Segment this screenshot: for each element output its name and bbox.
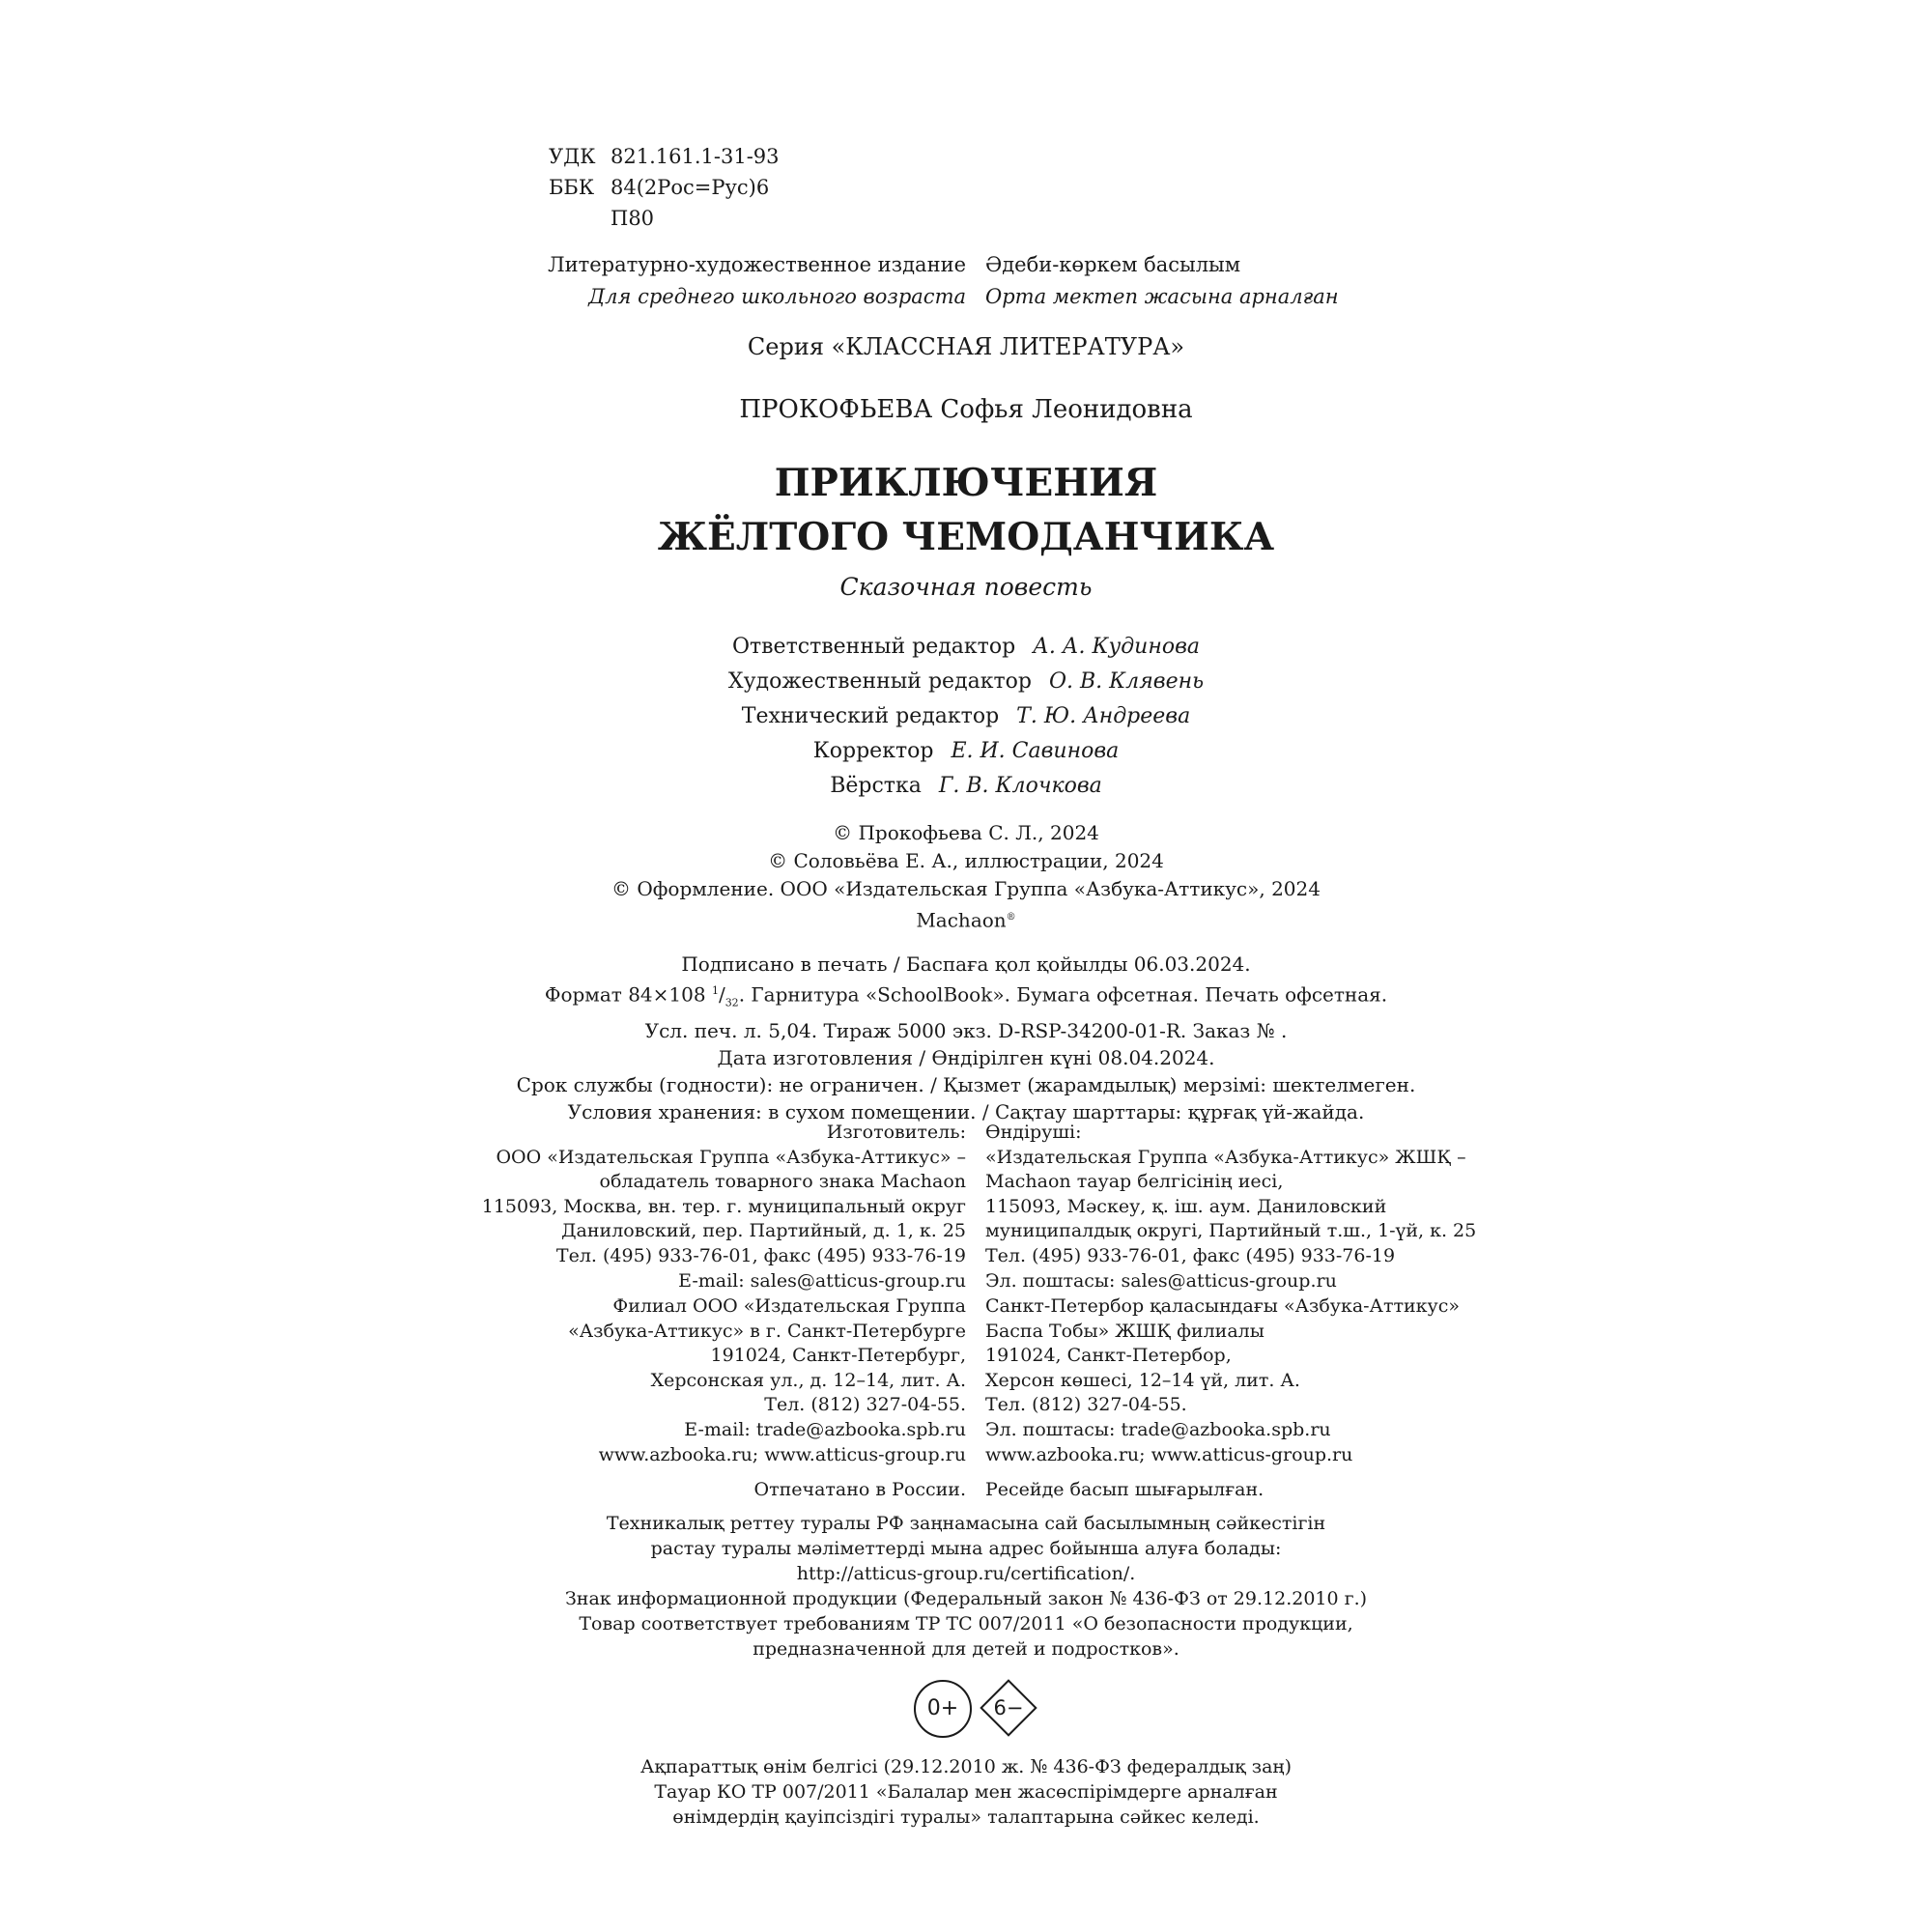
staff-role: Технический редактор [741,704,1000,728]
udk-label: УДК [549,145,596,168]
staff-role: Художественный редактор [727,669,1032,694]
staff-name: Е. И. Савинова [951,739,1120,763]
edition-ru [548,249,966,313]
info-sign-block [0,1586,1932,1662]
branch-kz-line: Баспа Тобы» ЖШҚ филиалы [985,1320,1264,1342]
branch-kz-email: Эл. поштасы: trade@azbooka.spb.ru [985,1418,1331,1440]
classification-block [549,141,780,234]
websites-ru: www.azbooka.ru; www.atticus-group.ru [598,1444,966,1465]
certification-url: http://atticus-group.ru/certification/. [796,1563,1136,1584]
printed-kz: Ресейде басып шығарылған. [985,1479,1264,1500]
branch-ru-line: Филиал ООО «Издательская Группа [612,1295,966,1317]
title-line-1: ПРИКЛЮЧЕНИЯ [774,461,1158,505]
info-sign-kz-line: өнімдердің қауіпсіздігі туралы» талаптарына сәйкес келеді. [672,1806,1260,1828]
info-sign-line: Знак информационной продукции (Федеральный закон № 436-ФЗ от 29.12.2010 г.) [564,1588,1368,1609]
branch-ru-line: Херсонская ул., д. 12–14, лит. А. [650,1369,966,1391]
staff-role: Ответственный редактор [731,635,1016,659]
bbk-label: ББК [549,176,595,199]
manufacturer-ru-line: Изготовитель: [826,1122,966,1143]
format-sub: 32 [724,996,739,1009]
author-mark: П80 [611,207,655,230]
certification-line: растау туралы мәліметтерді мына адрес бойынша алуға болады: [650,1538,1282,1559]
age-rating-badges [914,1677,1068,1739]
edition-type-ru: Литературно-художественное издание [548,253,966,276]
imprint-brand [0,903,1932,935]
registered-mark: ® [1006,912,1016,923]
branch-kz-line: Херсон көшесі, 12–14 үй, лит. А. [985,1369,1300,1391]
imprint-brand-name: Machaon [916,908,1007,932]
author-line: ПРОКОФЬЕВА Софья Леонидовна [739,395,1193,424]
copyright-line: © Соловьёва Е. А., иллюстрации, 2024 [768,849,1164,872]
certification-block [0,1511,1932,1586]
staff-role: Корректор [812,739,934,763]
publication-block [0,951,1932,1125]
info-sign-line: Товар соответствует требованиям ТР ТС 007/2011 «О безопасности продукции, [579,1613,1353,1634]
format-details: . Гарнитура «SchoolBook». Бумага офсетная. Печать офсетная. [738,982,1388,1007]
manufacturer-ru-line: 115093, Москва, вн. тер. г. муниципальный округ [481,1195,966,1217]
info-sign-kz-line: Ақпараттық өнім белгісі (29.12.2010 ж. № 436-ФЗ федералдық заң) [639,1756,1293,1777]
staff-list [0,630,1932,804]
staff-row [0,769,1932,804]
title-line-2: ЖЁЛТОГО ЧЕМОДАНЧИКА [657,515,1275,559]
staff-row [0,630,1932,665]
staff-role: Вёрстка [830,774,922,798]
branch-kz-line: Тел. (812) 327-04-55. [985,1394,1187,1416]
info-sign-kz-block [0,1754,1932,1830]
signed-line: Подписано в печать / Баспаға қол қойылды 06.03.2024. [681,952,1251,976]
branch-ru-line: 191024, Санкт-Петербург, [710,1345,966,1367]
branch-kz-line: 191024, Санкт-Петербор, [985,1345,1232,1367]
manufacturer-kz-line: 115093, Мәскеу, қ. іш. аум. Даниловский [985,1195,1387,1217]
manufacturer-ru-email: E-mail: sales@atticus-group.ru [678,1269,966,1292]
branch-ru-line: Тел. (812) 327-04-55. [764,1394,966,1416]
udk-value: 821.161.1-31-93 [611,145,780,168]
manufacturer-ru-line: обладатель товарного знака Machaon [599,1171,966,1193]
manufacturer-kz-line: «Издательская Группа «Азбука-Аттикус» ЖШҚ – [985,1146,1466,1168]
book-subtitle: Сказочная повесть [839,573,1093,601]
info-sign-kz-line: Тауар КО ТР 007/2011 «Балалар мен жасөспірімдерге арналған [654,1781,1278,1803]
manufacturer-kz-email: Эл. поштасы: sales@atticus-group.ru [985,1269,1337,1292]
manufacturer-kz-line: Өндіруші: [985,1122,1082,1143]
staff-name: Т. Ю. Андреева [1016,704,1191,728]
copyright-line: © Оформление. ООО «Издательская Группа «Азбука-Аттикус», 2024 [611,877,1321,900]
edition-age-kz: Орта мектеп жасына арналған [985,285,1339,308]
manufacturer-kz-line: Machaon тауар белгісінің иесі, [985,1171,1284,1193]
age-rating-diamond-icon [980,1679,1037,1737]
websites-kz: www.azbooka.ru; www.atticus-group.ru [985,1444,1353,1465]
format-slash: / [718,982,725,1007]
branch-kz-line: Санкт-Петербор қаласындағы «Азбука-Аттикус» [985,1295,1460,1317]
staff-row [0,699,1932,734]
manufacturer-ru-line: Тел. (495) 933-76-01, факс (495) 933-76-19 [555,1244,966,1266]
age-rating-diamond-label: 6− [993,1696,1024,1719]
staff-name: О. В. Клявень [1048,669,1205,694]
staff-name: А. А. Кудинова [1033,635,1201,659]
info-sign-line: предназначенной для детей и подростков». [753,1638,1179,1660]
storage-line: Условия хранения: в сухом помещении. / Сақтау шарттары: құрғақ үй-жайда. [567,1099,1365,1123]
format-sup: 1 [711,984,719,997]
edition-kz [985,249,1339,313]
manufacturer-ru [482,1121,966,1293]
format-line [0,978,1932,1017]
copyright-block [0,819,1932,935]
branch-kz [985,1294,1460,1443]
manufacturer-kz-line: муниципалдық округі, Партийный т.ш., 1-үй, к. 25 [985,1220,1477,1242]
copyright-line: © Прокофьева С. Л., 2024 [833,821,1099,844]
manufacturer-kz-line: Тел. (495) 933-76-01, факс (495) 933-76-19 [985,1244,1396,1266]
age-rating-circle-icon: 0+ [914,1680,972,1738]
branch-ru [568,1294,966,1443]
sheets-line: Усл. печ. л. 5,04. Тираж 5000 экз. D-RSP-34200-01-R. Заказ № . [644,1018,1288,1042]
series-line: Серия «КЛАССНАЯ ЛИТЕРАТУРА» [747,333,1185,360]
made-line: Дата изготовления / Өндірілген күні 08.04.2024. [717,1045,1215,1069]
manufacturer-ru-line: Даниловский, пер. Партийный, д. 1, к. 25 [561,1220,966,1242]
edition-age-ru: Для среднего школьного возраста [588,285,966,308]
bbk-value: 84(2Рос=Рус)6 [611,176,770,199]
manufacturer-ru-line: ООО «Издательская Группа «Азбука-Аттикус» – [496,1146,966,1168]
certification-line: Техникалық реттеу туралы РФ заңнамасына сай басылымның сәйкестігін [606,1513,1326,1534]
printed-ru: Отпечатано в России. [753,1479,966,1500]
book-title [0,456,1932,564]
staff-name: Г. В. Клочкова [938,774,1102,798]
staff-row [0,665,1932,699]
branch-ru-email: E-mail: trade@azbooka.spb.ru [684,1418,966,1440]
edition-type-kz: Әдеби-көркем басылым [985,253,1241,276]
format-size: Формат 84×108 [544,982,706,1007]
manufacturer-kz [985,1121,1476,1293]
shelf-line: Срок службы (годности): не ограничен. / Қызмет (жарамдылық) мерзімі: шектелмеген. [516,1072,1416,1096]
staff-row [0,734,1932,769]
branch-ru-line: «Азбука-Аттикус» в г. Санкт-Петербурге [568,1320,966,1342]
